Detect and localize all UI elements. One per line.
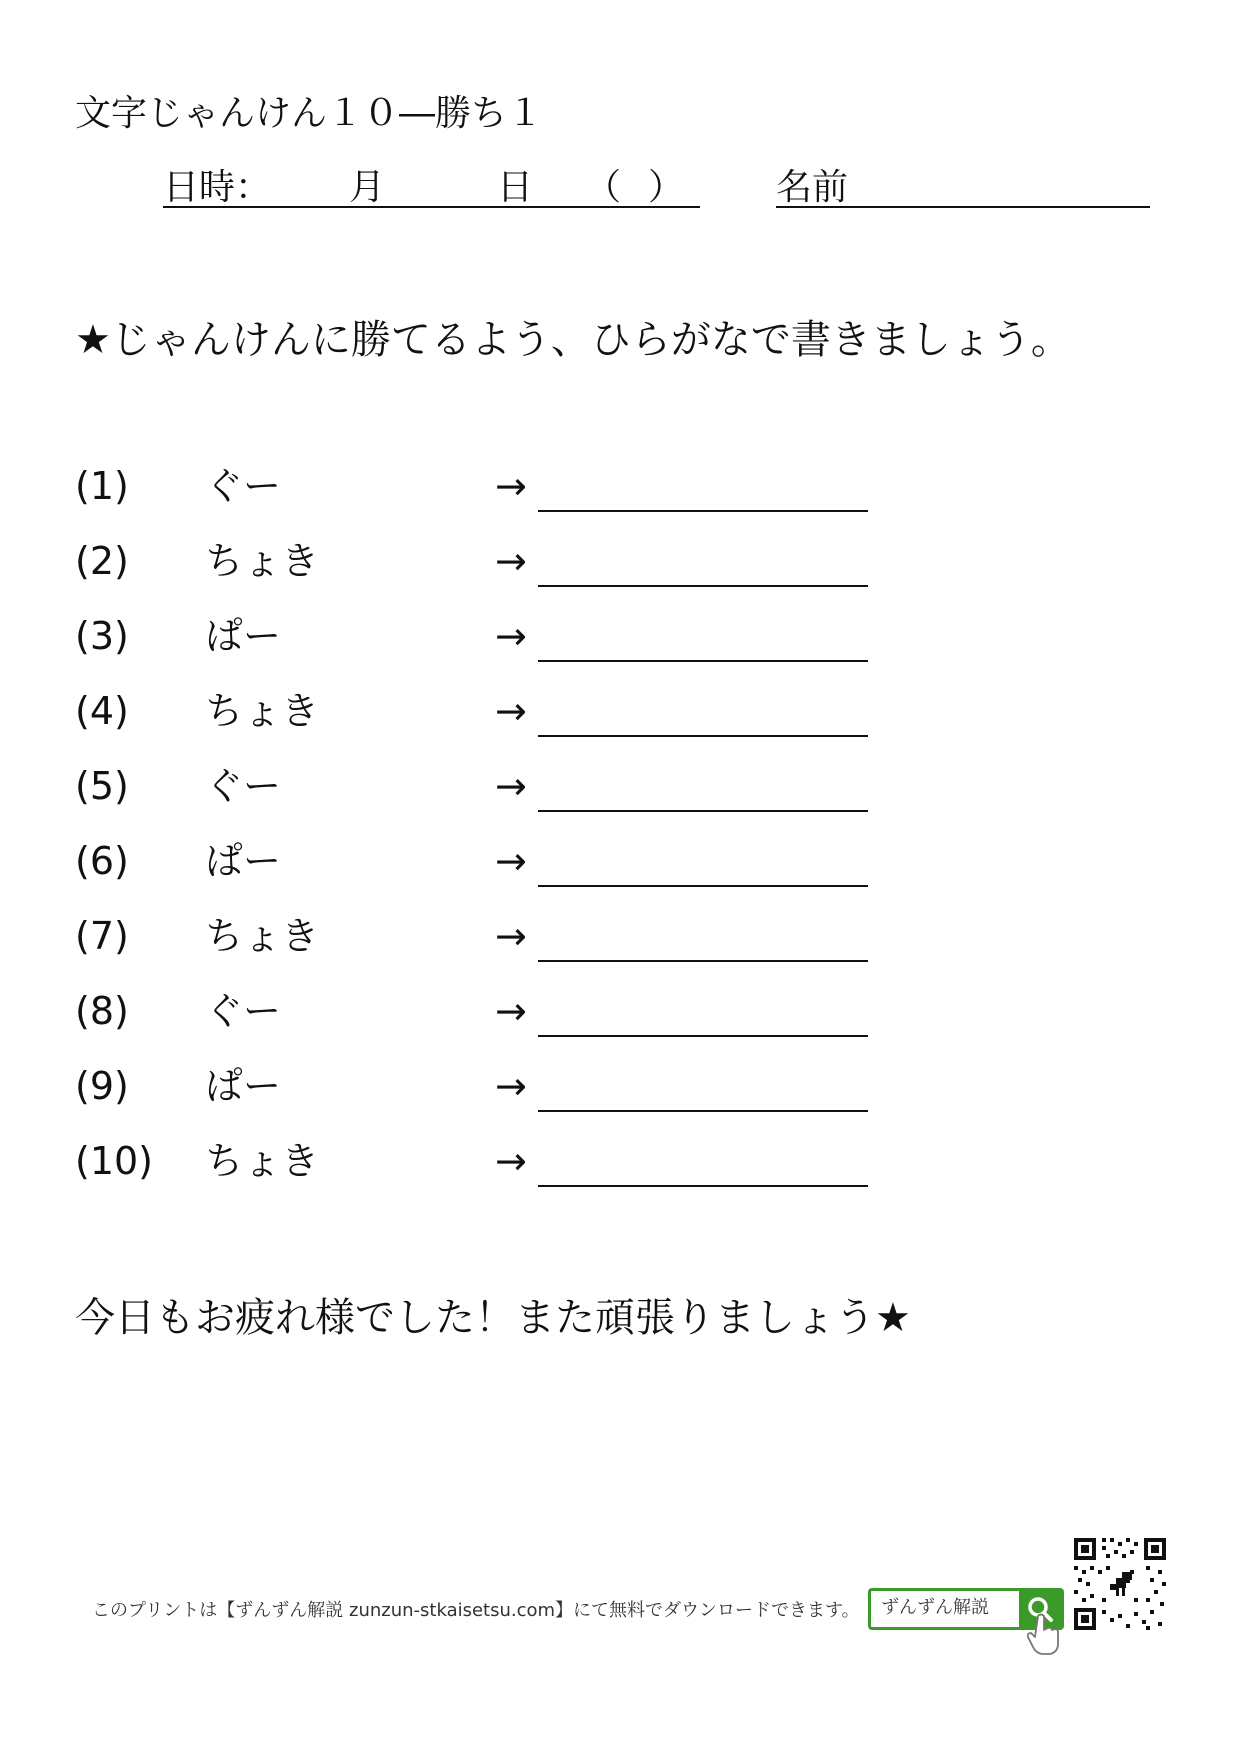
answer-line[interactable] — [538, 1110, 868, 1112]
question-word: ちょき — [205, 1139, 320, 1183]
question-word: ちょき — [205, 914, 320, 958]
question-row — [75, 1056, 895, 1116]
arrow-icon: → — [495, 839, 527, 883]
pointer-hand-icon — [1026, 1612, 1062, 1656]
question-number: (5) — [75, 764, 129, 808]
month-label: 月 — [349, 167, 386, 208]
arrow-icon: → — [495, 464, 527, 508]
question-word: ぱー — [205, 839, 282, 883]
question-word: ぐー — [205, 464, 282, 508]
date-label: 日時： — [163, 167, 272, 208]
arrow-icon: → — [495, 989, 527, 1033]
question-word: ぐー — [205, 764, 282, 808]
question-number: (9) — [75, 1064, 129, 1108]
instruction-text: ★じゃんけんに勝てるよう、ひらがなで書きましょう。 — [75, 317, 1071, 363]
question-number: (4) — [75, 689, 129, 733]
question-row — [75, 981, 895, 1041]
weekday-close-paren: ） — [648, 167, 685, 208]
answer-line[interactable] — [538, 510, 868, 512]
question-number: (7) — [75, 914, 129, 958]
question-number: (1) — [75, 464, 129, 508]
question-number: (2) — [75, 539, 129, 583]
arrow-icon: → — [495, 539, 527, 583]
arrow-icon: → — [495, 1139, 527, 1183]
question-number: (10) — [75, 1139, 154, 1183]
question-row — [75, 756, 895, 816]
arrow-icon: → — [495, 914, 527, 958]
question-word: ちょき — [205, 539, 320, 583]
answer-line[interactable] — [538, 585, 868, 587]
question-word: ぐー — [205, 989, 282, 1033]
answer-line[interactable] — [538, 810, 868, 812]
date-field[interactable] — [163, 162, 700, 208]
question-row — [75, 1131, 895, 1191]
question-row — [75, 531, 895, 591]
arrow-icon: → — [495, 1064, 527, 1108]
question-row — [75, 456, 895, 516]
answer-line[interactable] — [538, 735, 868, 737]
answer-line[interactable] — [538, 1185, 868, 1187]
question-number: (3) — [75, 614, 129, 658]
name-field[interactable] — [776, 162, 1150, 208]
worksheet-title: 文字じゃんけん１０―勝ち１ — [75, 93, 544, 134]
closing-message: 今日もお疲れ様でした！また頑張りましょう★ — [75, 1295, 911, 1341]
question-row — [75, 606, 895, 666]
qr-code-icon — [1072, 1536, 1168, 1632]
footer-credit: このプリントは【ずんずん解説 zunzun-stkaisetsu.com】にて無料でダウンロードできます。 — [92, 1600, 860, 1621]
question-row — [75, 906, 895, 966]
answer-line[interactable] — [538, 885, 868, 887]
answer-line[interactable] — [538, 960, 868, 962]
name-label: 名前 — [776, 167, 849, 208]
question-word: ちょき — [205, 689, 320, 733]
arrow-icon: → — [495, 614, 527, 658]
question-word: ぱー — [205, 614, 282, 658]
weekday-open-paren: （ — [585, 167, 622, 208]
question-number: (8) — [75, 989, 129, 1033]
answer-line[interactable] — [538, 1035, 868, 1037]
day-label: 日 — [497, 167, 534, 208]
search-box-text: ずんずん解説 — [881, 1597, 989, 1618]
arrow-icon: → — [495, 764, 527, 808]
answer-line[interactable] — [538, 660, 868, 662]
question-word: ぱー — [205, 1064, 282, 1108]
question-row — [75, 831, 895, 891]
question-row — [75, 681, 895, 741]
question-number: (6) — [75, 839, 129, 883]
arrow-icon: → — [495, 689, 527, 733]
